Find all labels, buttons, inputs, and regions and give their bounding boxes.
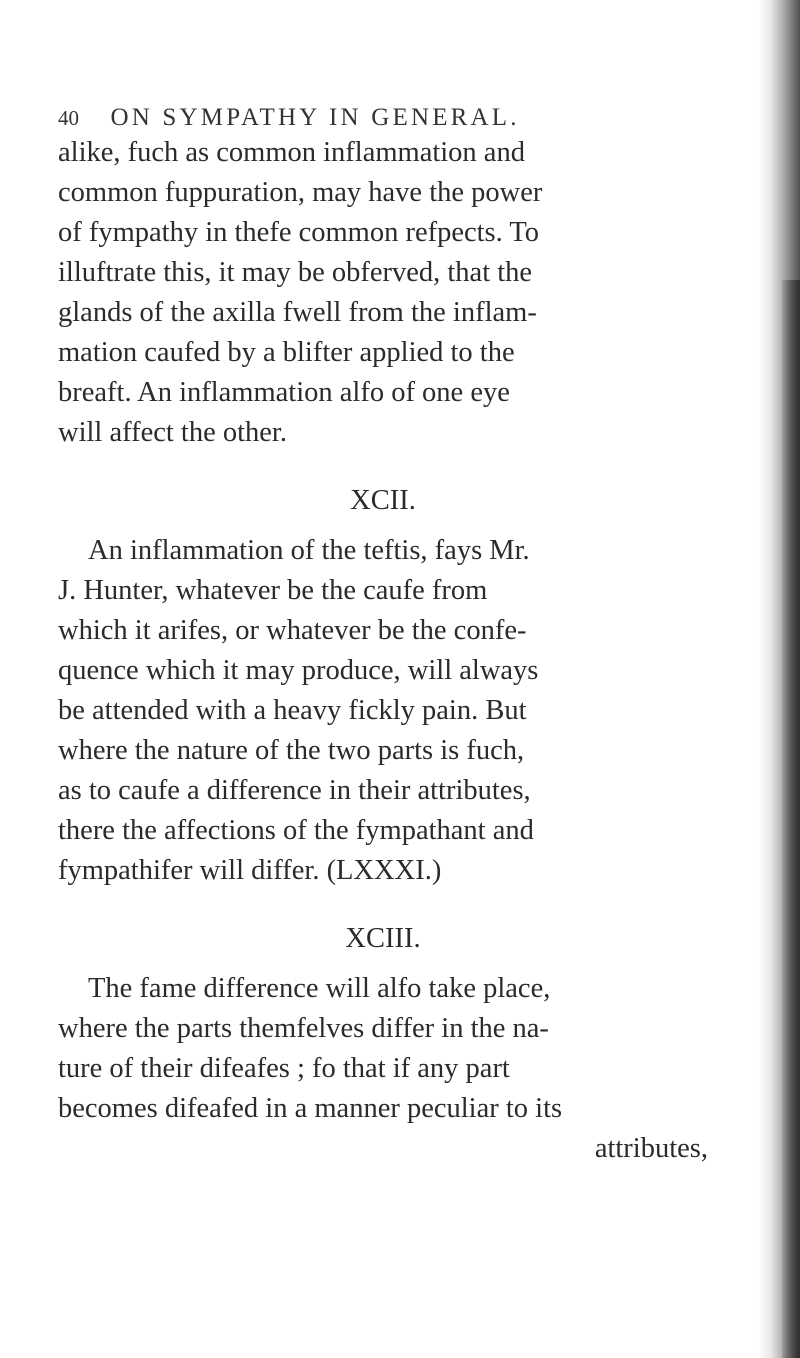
text-line: An inflammation of the teftis, fays Mr. bbox=[88, 535, 530, 566]
page-number: 40 bbox=[58, 106, 79, 130]
text-line: common fuppuration, may have the power bbox=[58, 177, 543, 208]
text-line: of fympathy in thefe common refpects. To bbox=[58, 217, 540, 248]
text-line: glands of the axilla fwell from the inflam- bbox=[58, 297, 537, 328]
binding-edge bbox=[782, 280, 800, 1358]
text-line: becomes difeafed in a manner peculiar to its bbox=[58, 1093, 563, 1124]
text-line: fympathifer will differ. (LXXXI.) bbox=[58, 855, 442, 886]
text-line: where the parts themfelves differ in the na- bbox=[58, 1013, 549, 1044]
text-line: mation caufed by a blifter applied to the bbox=[58, 337, 515, 368]
catchword: attributes, bbox=[594, 1133, 708, 1164]
text-line: The fame difference will alfo take place, bbox=[88, 973, 551, 1004]
text-line: as to caufe a difference in their attributes, bbox=[58, 775, 531, 806]
text-line: there the affections of the fympathant and bbox=[58, 815, 534, 846]
paragraph-continuation bbox=[58, 133, 708, 453]
text-line: where the nature of the two parts is fuch, bbox=[58, 735, 525, 766]
section-xciii bbox=[58, 919, 708, 1169]
text-line: breaft. An inflammation alfo of one eye bbox=[58, 377, 510, 408]
page-body bbox=[58, 133, 708, 1169]
text-line: will affect the other. bbox=[58, 417, 287, 448]
text-line: illuftrate this, it may be obferved, that the bbox=[58, 257, 533, 288]
text-line: alike, fuch as common inflammation and bbox=[58, 137, 525, 168]
text-line: J. Hunter, whatever be the caufe from bbox=[58, 575, 488, 606]
text-line: be attended with a heavy fickly pain. But bbox=[58, 695, 527, 726]
text-line: quence which it may produce, will always bbox=[58, 655, 539, 686]
section-heading: XCII. bbox=[350, 485, 416, 516]
running-title: ON SYMPATHY IN GENERAL. bbox=[110, 104, 520, 131]
text-line: ture of their difeafes ; fo that if any part bbox=[58, 1053, 510, 1084]
text-line: which it arifes, or whatever be the confe- bbox=[58, 615, 527, 646]
section-heading: XCIII. bbox=[345, 923, 421, 954]
section-xcii bbox=[58, 481, 708, 891]
